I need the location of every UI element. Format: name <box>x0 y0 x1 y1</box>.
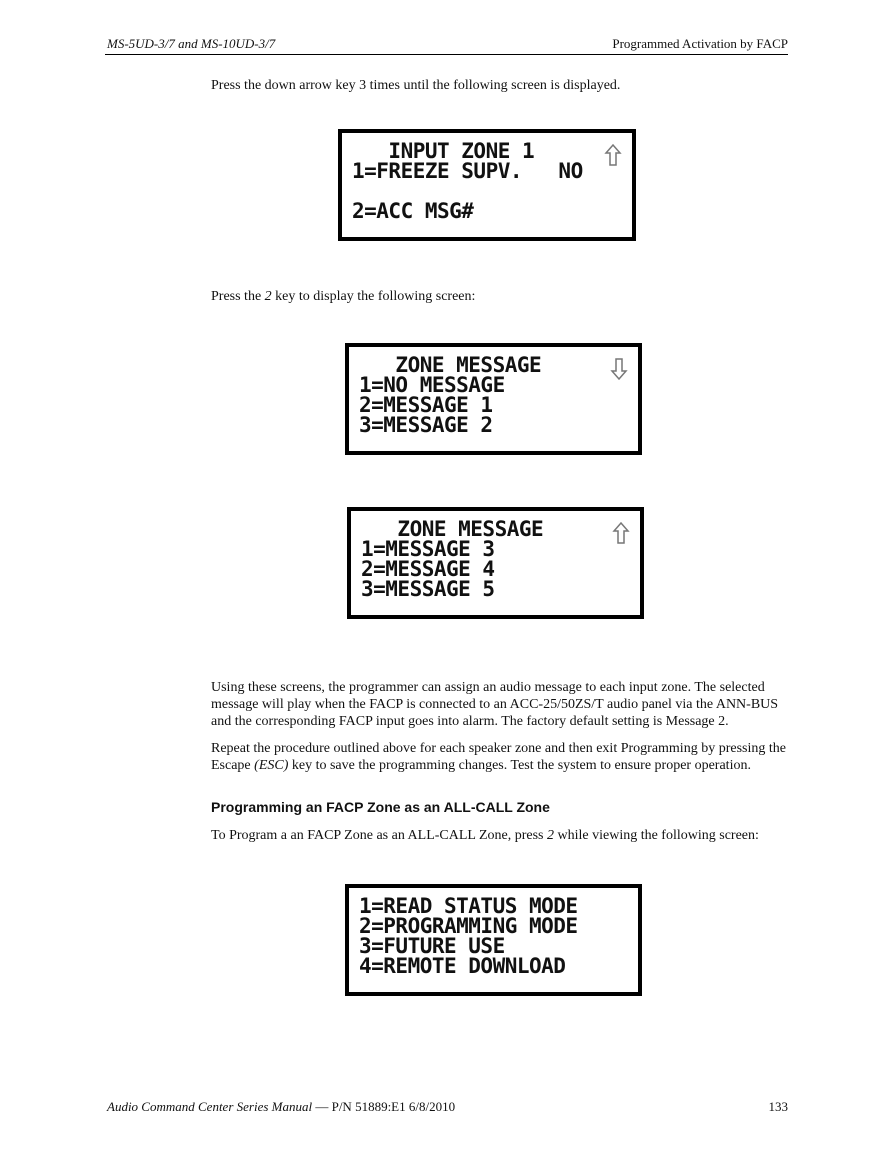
repeat-procedure-paragraph <box>211 740 789 774</box>
up-arrow-icon <box>604 143 622 167</box>
key-reference: 2 <box>264 289 272 304</box>
lcd-line: 2=MESSAGE 4 <box>361 557 495 581</box>
lcd-line: 3=MESSAGE 2 <box>359 413 493 437</box>
lcd-line <box>352 181 622 201</box>
text-span: while viewing the following screen: <box>554 828 759 843</box>
manual-title: Audio Command Center Series Manual <box>107 1099 313 1114</box>
lcd-screen-input-zone <box>338 129 636 241</box>
lcd-line: 1=MESSAGE 3 <box>361 537 495 561</box>
text-span: key to save the programming changes. Test the system to ensure proper operation. <box>288 758 751 773</box>
lcd-line: 1=FREEZE SUPV. NO <box>352 159 583 183</box>
lcd-line: 1=READ STATUS MODE <box>359 894 578 918</box>
lcd-screen-zone-message-1 <box>345 343 642 455</box>
lcd-line: 1=NO MESSAGE <box>359 373 505 397</box>
header-divider <box>105 54 788 55</box>
key-reference: (ESC) <box>254 758 289 773</box>
lcd-line: ZONE MESSAGE <box>359 353 542 377</box>
lcd-line: 3=MESSAGE 5 <box>361 577 495 601</box>
lcd-screen-zone-message-2 <box>347 507 644 619</box>
text-span: Repeat the procedure outlined above for each speaker zone and then exit Programming by pressing the Escape <box>211 741 786 773</box>
lcd-screen-main-menu <box>345 884 642 996</box>
lcd-line: INPUT ZONE 1 <box>352 139 535 163</box>
section-heading: Programming an FACP Zone as an ALL-CALL Zone <box>211 799 550 815</box>
header-document-title: MS-5UD-3/7 and MS-10UD-3/7 <box>107 36 276 51</box>
instruction-paragraph-2 <box>211 288 789 305</box>
text-span: To Program a an FACP Zone as an ALL-CALL Zone, press <box>211 828 547 843</box>
lcd-line: 2=MESSAGE 1 <box>359 393 493 417</box>
text-span: Press the <box>211 289 265 304</box>
lcd-line: 4=REMOTE DOWNLOAD <box>359 954 566 978</box>
page-number: 133 <box>768 1099 788 1114</box>
all-call-instruction-paragraph <box>211 827 789 844</box>
text-span: key to display the following screen: <box>271 289 476 304</box>
instruction-paragraph-1: Press the down arrow key 3 times until the following screen is displayed. <box>211 78 621 93</box>
key-reference: 2 <box>547 828 554 843</box>
lcd-line: 3=FUTURE USE <box>359 934 505 958</box>
up-arrow-icon <box>612 521 630 545</box>
part-number: — P/N 51889:E1 6/8/2010 <box>312 1099 456 1114</box>
footer-manual-info <box>107 1099 455 1115</box>
lcd-line: ZONE MESSAGE <box>361 517 544 541</box>
lcd-line: 2=ACC MSG# <box>352 199 474 223</box>
lcd-line: 2=PROGRAMMING MODE <box>359 914 578 938</box>
header-section-title: Programmed Activation by FACP <box>612 36 788 51</box>
description-paragraph: Using these screens, the programmer can assign an audio message to each input zone. The selected message will play when the FACP is connected to an ACC-25/50ZS/T audio panel via the ANN-BUS and the corresponding FACP input goes into alarm. The factory default setting is Message 2. <box>211 680 779 729</box>
down-arrow-icon <box>610 357 628 381</box>
